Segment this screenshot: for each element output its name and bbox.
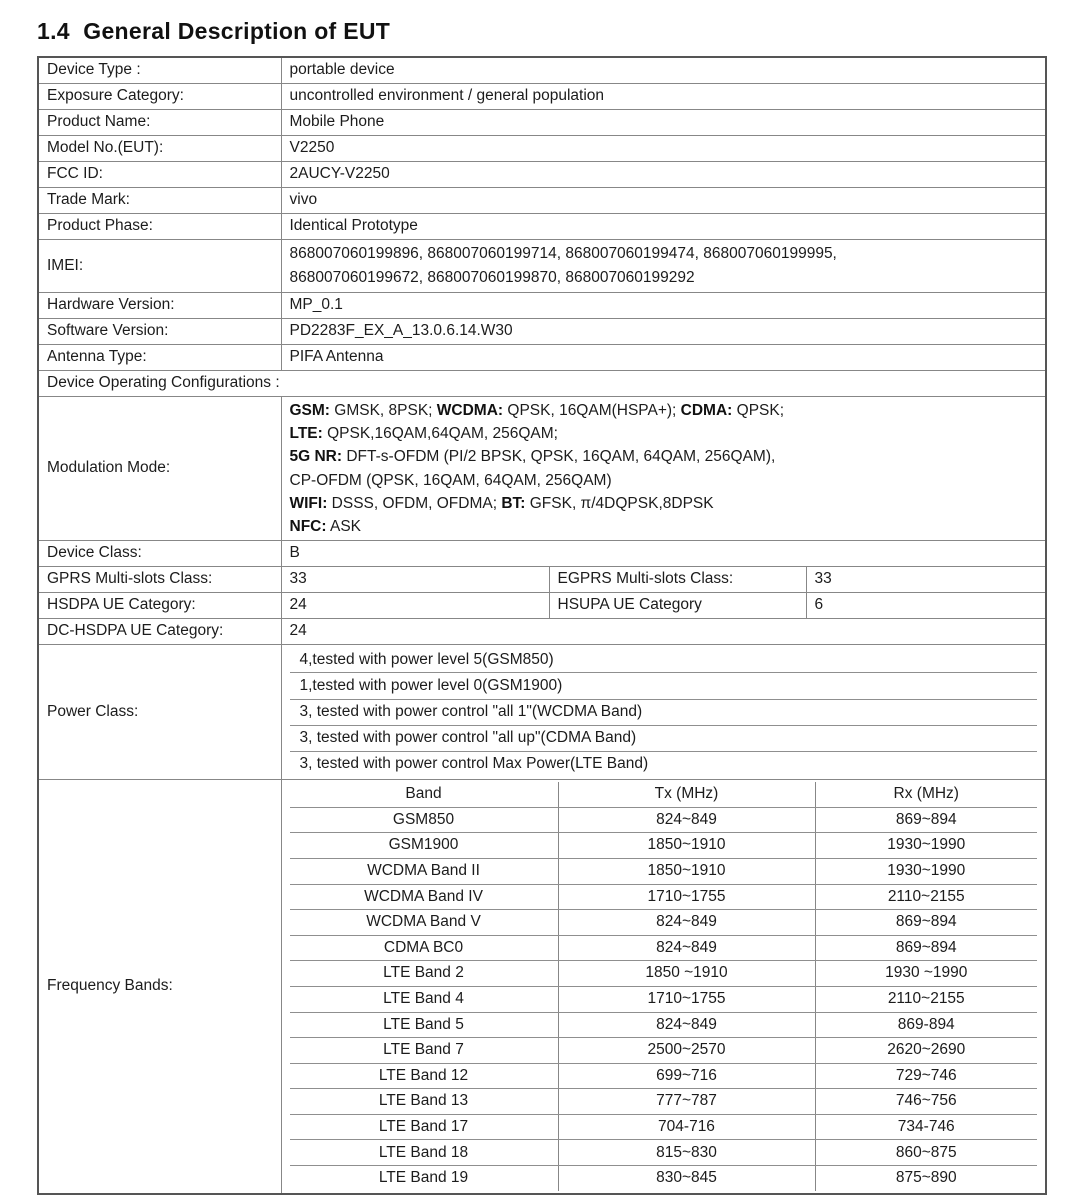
row-value: 24	[281, 593, 549, 619]
band-cell: 1930~1990	[815, 859, 1038, 884]
bold-text: NFC:	[289, 518, 327, 536]
band-cell: LTE Band 4	[383, 989, 464, 1007]
band-cell: 824~849	[558, 1013, 815, 1038]
row-value: 6	[806, 593, 1046, 619]
band-cell: 824~849	[558, 808, 815, 833]
band-row	[290, 1012, 1038, 1038]
band-cell: 1930 ~1990	[815, 961, 1038, 986]
subtable-header-row	[290, 782, 1038, 807]
power-class-option: 3, tested with power control "all 1"(WCDMA Band)	[290, 699, 1038, 725]
band-cell: GSM1900	[388, 836, 459, 854]
value-line	[290, 445, 1038, 468]
row-label: IMEI:	[38, 240, 281, 293]
band-cell: 830~845	[558, 1166, 815, 1191]
row-label: Product Phase:	[38, 214, 281, 240]
band-cell: 875~890	[815, 1166, 1038, 1191]
row-label: Product Name:	[38, 110, 281, 136]
table-row	[38, 110, 1046, 136]
band-cell: LTE Band 5	[383, 1015, 464, 1033]
row-value: uncontrolled environment / general population	[281, 84, 1046, 110]
band-cell: CDMA BC0	[383, 938, 464, 956]
row-value: Mobile Phone	[281, 110, 1046, 136]
eut-table-body	[38, 57, 1046, 1194]
band-cell: LTE Band 12	[378, 1066, 469, 1084]
row-value: Identical Prototype	[281, 214, 1046, 240]
band-cell: LTE Band 13	[378, 1092, 469, 1110]
plain-text: ASK	[326, 518, 361, 536]
band-cell: WCDMA Band IV	[364, 887, 483, 905]
band-cell: 1850~1910	[558, 833, 815, 858]
row-label: Trade Mark:	[38, 188, 281, 214]
band-row	[290, 858, 1038, 884]
band-cell: LTE Band 7	[383, 1041, 464, 1059]
band-cell: LTE Band 19	[378, 1169, 469, 1187]
band-row	[290, 960, 1038, 986]
band-row	[290, 909, 1038, 935]
table-row	[38, 57, 1046, 84]
power-class-option: 3, tested with power control "all up"(CDMA Band)	[290, 725, 1038, 751]
band-cell: 2500~2570	[558, 1038, 815, 1063]
table-row	[38, 619, 1046, 645]
row-label: Antenna Type:	[38, 345, 281, 371]
row-label: HSDPA UE Category:	[38, 593, 281, 619]
band-cell: LTE Band 17	[378, 1117, 469, 1135]
value-line	[290, 492, 1038, 515]
table-row	[38, 645, 1046, 780]
row-label: FCC ID:	[38, 162, 281, 188]
band-row	[290, 986, 1038, 1012]
row-label: HSUPA UE Category	[549, 593, 806, 619]
band-cell: 1850 ~1910	[558, 961, 815, 986]
value-line	[290, 399, 1038, 422]
plain-text: DFT-s-OFDM (PI/2 BPSK, QPSK, 16QAM, 64QAM, 256QAM),	[342, 448, 776, 466]
plain-text: QPSK, 16QAM(HSPA+);	[503, 402, 681, 419]
row-value	[281, 397, 1046, 541]
bold-text: BT:	[501, 494, 526, 512]
band-cell: 1710~1755	[558, 885, 815, 910]
row-label: Software Version:	[38, 319, 281, 345]
power-class-option: 1,tested with power level 0(GSM1900)	[290, 672, 1038, 698]
band-cell: 729~746	[815, 1064, 1038, 1089]
table-row	[38, 240, 1046, 293]
band-cell: 734-746	[815, 1115, 1038, 1140]
row-value	[281, 240, 1046, 293]
band-row	[290, 832, 1038, 858]
row-value: 33	[806, 567, 1046, 593]
band-row	[290, 1165, 1038, 1191]
table-row	[38, 293, 1046, 319]
value-line: 868007060199672, 868007060199870, 868007060199292	[289, 269, 695, 286]
table-row	[38, 84, 1046, 110]
band-row	[290, 1139, 1038, 1165]
table-row	[38, 371, 1046, 397]
row-label: Device Type :	[38, 57, 281, 84]
value-line	[290, 469, 1038, 492]
plain-text: GFSK, π/4DQPSK,8DPSK	[525, 494, 714, 512]
band-row	[290, 884, 1038, 910]
band-cell: WCDMA Band II	[367, 862, 480, 879]
plain-text: DSSS, OFDM, OFDMA;	[327, 494, 502, 512]
row-label: Power Class:	[38, 645, 281, 780]
bold-text: WIFI:	[289, 494, 328, 512]
bold-text: 5G NR:	[289, 448, 343, 466]
table-row	[38, 162, 1046, 188]
row-value: MP_0.1	[281, 293, 1046, 319]
row-value: 24	[281, 619, 1046, 645]
band-header-cell: Tx (MHz)	[558, 782, 815, 807]
plain-text: QPSK;	[732, 402, 785, 419]
band-cell: GSM850	[392, 810, 455, 828]
row-label: Frequency Bands:	[38, 780, 281, 1194]
band-cell: 704-716	[558, 1115, 815, 1140]
table-row	[38, 345, 1046, 371]
band-cell: 746~756	[815, 1089, 1038, 1114]
table-row	[38, 319, 1046, 345]
band-cell: 869~894	[815, 910, 1038, 935]
row-label: GPRS Multi-slots Class:	[38, 567, 281, 593]
value-line	[290, 515, 1038, 538]
table-row	[38, 188, 1046, 214]
table-row	[38, 136, 1046, 162]
power-class-option: 4,tested with power level 5(GSM850)	[299, 650, 554, 668]
row-value: B	[281, 541, 1046, 567]
row-value: PD2283F_EX_A_13.0.6.14.W30	[281, 319, 1046, 345]
band-cell: 824~849	[558, 910, 815, 935]
band-row	[290, 1037, 1038, 1063]
band-row	[290, 1114, 1038, 1140]
row-value: portable device	[281, 57, 1046, 84]
band-cell: 2620~2690	[815, 1038, 1038, 1063]
table-row	[38, 780, 1046, 1194]
band-header-cell: Rx (MHz)	[815, 782, 1038, 807]
band-cell: LTE Band 18	[378, 1143, 469, 1161]
band-cell: 2110~2155	[815, 885, 1038, 910]
row-value: 33	[281, 567, 549, 593]
row-value: V2250	[281, 136, 1046, 162]
table-row	[38, 567, 1046, 593]
band-cell: 869~894	[815, 936, 1038, 961]
plain-text: QPSK,16QAM,64QAM, 256QAM;	[322, 425, 558, 443]
row-label: Modulation Mode:	[38, 397, 281, 541]
bold-text: WCDMA:	[436, 402, 504, 419]
band-cell: 1930~1990	[815, 833, 1038, 858]
plain-text: GMSK, 8PSK;	[329, 402, 437, 419]
row-value	[281, 645, 1046, 780]
band-cell: 699~716	[558, 1064, 815, 1089]
band-cell: 815~830	[558, 1140, 815, 1165]
power-class-option: 3, tested with power control Max Power(LTE Band)	[290, 751, 1038, 777]
band-cell: 869~894	[815, 808, 1038, 833]
table-row	[38, 397, 1046, 541]
band-row	[290, 1063, 1038, 1089]
band-cell: 824~849	[558, 936, 815, 961]
band-row	[290, 935, 1038, 961]
value-line	[290, 422, 1038, 445]
band-cell: LTE Band 2	[383, 964, 464, 982]
eut-description-table	[37, 56, 1047, 1195]
table-row	[38, 541, 1046, 567]
band-cell: 777~787	[558, 1089, 815, 1114]
band-header-cell: Band	[405, 785, 442, 803]
section-title: 1.4 General Description of EUT	[37, 18, 391, 44]
row-label: Device Operating Configurations :	[38, 371, 1046, 397]
value-line: 868007060199896, 868007060199714, 868007060199474, 868007060199995,	[289, 245, 837, 262]
table-row	[38, 593, 1046, 619]
table-row	[38, 214, 1046, 240]
row-value: 2AUCY-V2250	[281, 162, 1046, 188]
row-label: Device Class:	[38, 541, 281, 567]
band-row	[290, 1088, 1038, 1114]
bold-text: GSM:	[289, 402, 330, 419]
bold-text: CDMA:	[680, 402, 733, 419]
band-row	[290, 807, 1038, 833]
bold-text: LTE:	[289, 425, 323, 443]
frequency-bands-subtable	[281, 780, 1046, 1194]
row-value: vivo	[281, 188, 1046, 214]
band-cell: 1850~1910	[558, 859, 815, 884]
row-label: Hardware Version:	[38, 293, 281, 319]
band-cell: 860~875	[815, 1140, 1038, 1165]
row-value: PIFA Antenna	[281, 345, 1046, 371]
row-label: EGPRS Multi-slots Class:	[549, 567, 806, 593]
plain-text: CP-OFDM (QPSK, 16QAM, 64QAM, 256QAM)	[289, 471, 612, 489]
row-label: Model No.(EUT):	[38, 136, 281, 162]
band-cell: 2110~2155	[815, 987, 1038, 1012]
band-cell: WCDMA Band V	[366, 913, 481, 931]
row-label: Exposure Category:	[38, 84, 281, 110]
band-cell: 869-894	[815, 1013, 1038, 1038]
row-label: DC-HSDPA UE Category:	[38, 619, 281, 645]
band-cell: 1710~1755	[558, 987, 815, 1012]
